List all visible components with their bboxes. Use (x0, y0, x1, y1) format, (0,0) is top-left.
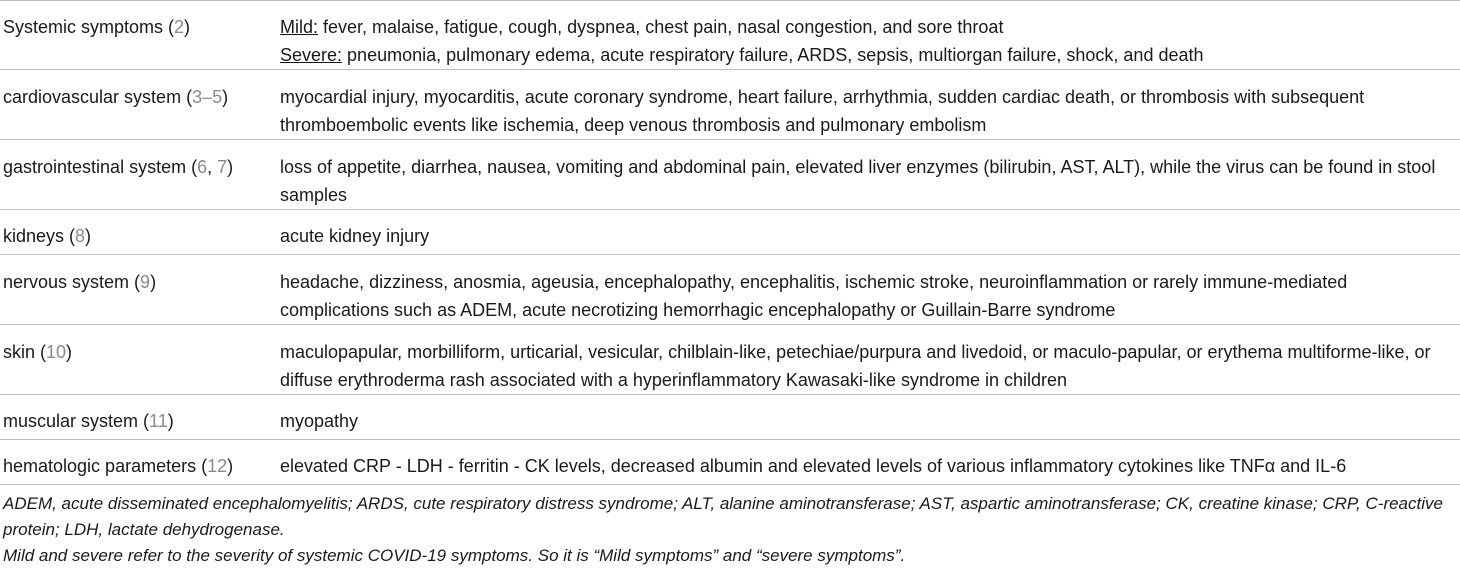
reference-link[interactable]: 2 (174, 17, 185, 37)
description-cell: maculopapular, morbilliform, urticarial, vesicular, chilblain-like, petechiae/purpura and livedoid, or maculo-papular, or erythema multiforme-like, or diffuse erythroderma rash associated with a hyperinflammatory Kawasaki-like syndrome in children (280, 342, 1431, 390)
mild-text: fever, malaise, fatigue, cough, dyspnea, chest pain, nasal congestion, and sore throat (318, 17, 1004, 37)
table-row (0, 440, 1460, 485)
description-cell: elevated CRP - LDH - ferritin - CK levels, decreased albumin and elevated levels of various inflammatory cytokines like TNFα and IL-6 (280, 456, 1347, 476)
description-cell: acute kidney injury (280, 226, 430, 246)
table-footnotes (0, 491, 1460, 569)
organ-label: skin (3, 342, 36, 362)
organ-label: nervous system (3, 272, 130, 292)
description-cell: myocardial injury, myocarditis, acute coronary syndrome, heart failure, arrhythmia, sudden cardiac death, or thrombosis with subsequent thromboembolic events like ischemia, deep venous thrombosis and pulmonary embolism (280, 87, 1365, 135)
table-row (0, 210, 1460, 255)
reference-link[interactable]: 3–5 (192, 87, 223, 107)
organ-cell: Systemic symptoms (2) (3, 17, 191, 37)
reference-link[interactable]: 7 (217, 157, 228, 177)
organ-label: gastrointestinal system (3, 157, 187, 177)
abbreviations-footnote: ADEM, acute disseminated encephalomyelitis; ARDS, cute respiratory distress syndrome; ALT, alanine aminotransferase; AST, aspartic aminotransferase; CK, creatine kinase; CRP, C-reactive protein; LDH, lactate dehydrogenase. (3, 494, 1443, 539)
severe-text: pneumonia, pulmonary edema, acute respiratory failure, ARDS, sepsis, multiorgan failure, shock, and death (342, 45, 1204, 65)
table-row (0, 1, 1460, 70)
table-row (0, 70, 1460, 140)
organ-cell: nervous system (9) (3, 272, 157, 292)
reference-link[interactable]: 8 (75, 226, 86, 246)
organ-cell: gastrointestinal system (6, 7) (3, 157, 234, 177)
reference-link[interactable]: 12 (207, 456, 228, 476)
reference-link[interactable]: 11 (149, 411, 168, 431)
severe-label: Severe: (280, 45, 343, 65)
organ-label: cardiovascular system (3, 87, 182, 107)
organ-cell: skin (10) (3, 342, 73, 362)
table-row (0, 395, 1460, 440)
table-row (0, 140, 1460, 210)
organ-cell: cardiovascular system (3–5) (3, 87, 229, 107)
organ-label: kidneys (3, 226, 65, 246)
organ-cell: kidneys (8) (3, 226, 92, 246)
reference-link[interactable]: 10 (46, 342, 67, 362)
description-cell: headache, dizziness, anosmia, ageusia, encephalopathy, encephalitis, ischemic stroke, neuroinflammation or rarely immune-mediated complications such as ADEM, acute necrotizing hemorrhagic encephalopathy or Guillain-Barre syndrome (280, 272, 1348, 320)
organ-cell: muscular system (11) (3, 411, 174, 431)
organ-cell: hematologic parameters (12) (3, 456, 234, 476)
mild-line (280, 13, 1452, 41)
severity-footnote: Mild and severe refer to the severity of systemic COVID-19 symptoms. So it is “Mild symptoms” and “severe symptoms”. (3, 546, 906, 565)
description-cell: loss of appetite, diarrhea, nausea, vomiting and abdominal pain, elevated liver enzymes (bilirubin, AST, ALT), while the virus can be found in stool samples (280, 157, 1436, 205)
table-row (0, 255, 1460, 325)
severe-line (280, 41, 1452, 69)
description-cell: myopathy (280, 411, 359, 431)
reference-link[interactable]: 6 (197, 157, 208, 177)
reference-link[interactable]: 9 (140, 272, 151, 292)
organ-label: hematologic parameters (3, 456, 197, 476)
table-row (0, 325, 1460, 395)
mild-label: Mild: (280, 17, 319, 37)
organ-label: muscular system (3, 411, 139, 431)
organ-label: Systemic symptoms (3, 17, 164, 37)
description-cell (280, 1, 1460, 70)
